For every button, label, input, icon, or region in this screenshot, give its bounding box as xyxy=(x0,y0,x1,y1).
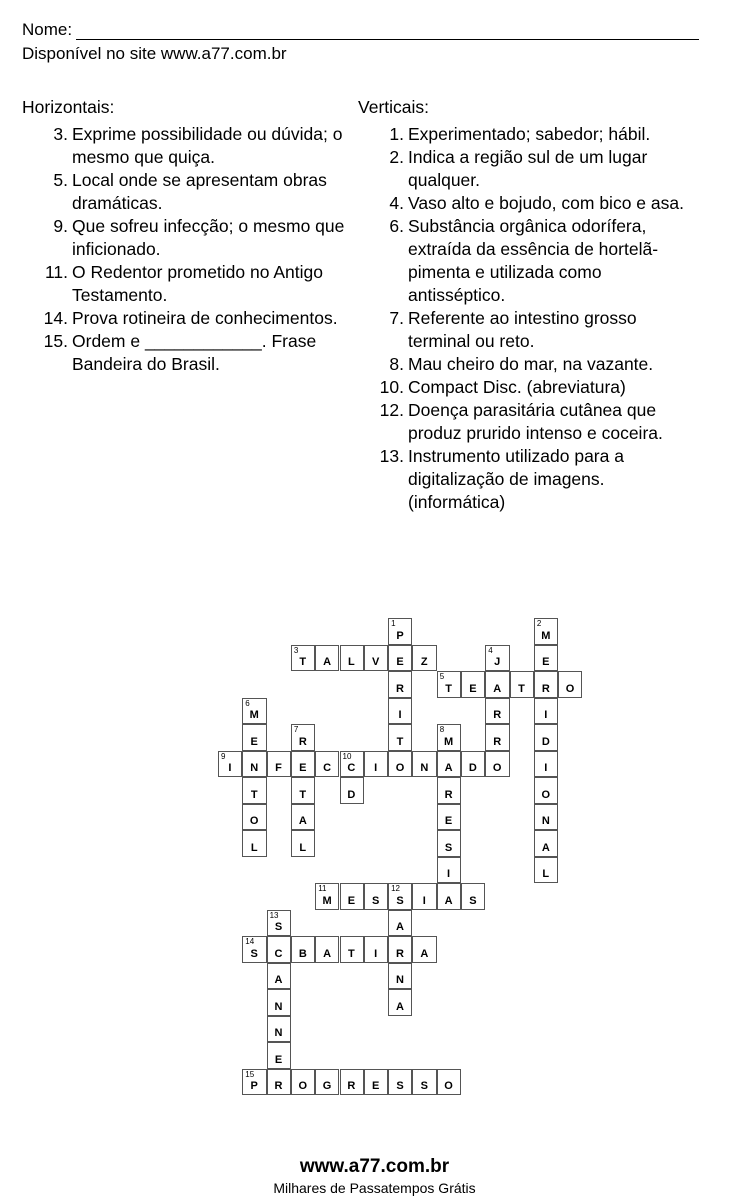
clue-item xyxy=(358,192,698,215)
cell-letter: I xyxy=(544,709,548,721)
crossword-cell[interactable] xyxy=(340,751,364,778)
clue-item xyxy=(22,307,357,330)
cell-letter: T xyxy=(396,735,404,748)
crossword-cell[interactable] xyxy=(242,777,266,804)
footer xyxy=(0,1155,749,1197)
cell-letter: E xyxy=(396,656,405,668)
crossword-cell[interactable] xyxy=(437,857,461,884)
cell-letter: D xyxy=(541,735,551,748)
cell-letter: R xyxy=(396,682,405,695)
crossword-cell[interactable] xyxy=(388,936,412,963)
crossword-cell[interactable] xyxy=(534,724,558,751)
clue-number: 2. xyxy=(389,147,404,167)
crossword-cell[interactable] xyxy=(267,989,291,1016)
crossword-cell[interactable] xyxy=(267,1016,291,1043)
crossword-cell[interactable] xyxy=(291,751,315,778)
cell-number: 13 xyxy=(269,910,279,920)
crossword-cell[interactable] xyxy=(437,671,461,698)
clue-number: 11. xyxy=(44,262,68,282)
cell-letter: N xyxy=(420,762,429,774)
cell-letter: J xyxy=(494,656,501,668)
crossword-cell[interactable] xyxy=(485,671,509,698)
crossword-cell[interactable] xyxy=(388,883,412,910)
crossword-cell[interactable] xyxy=(388,963,412,990)
crossword-cell[interactable] xyxy=(267,1069,291,1096)
crossword-cell[interactable] xyxy=(388,645,412,672)
cell-letter: N xyxy=(274,1000,283,1013)
crossword-cell[interactable] xyxy=(218,751,242,778)
cell-letter: S xyxy=(444,841,453,854)
cell-letter: P xyxy=(396,629,405,642)
cell-letter: O xyxy=(249,815,259,827)
crossword-cell[interactable] xyxy=(558,671,582,698)
horizontal-clues xyxy=(22,96,357,376)
cell-number: 6 xyxy=(245,698,250,708)
clue-number: 4. xyxy=(389,193,404,213)
cell-letter: C xyxy=(323,762,332,774)
clue-number: 12. xyxy=(379,400,404,420)
cell-number: 7 xyxy=(293,725,299,734)
cell-letter: S xyxy=(372,894,380,907)
clue-item xyxy=(358,353,698,376)
clue-item xyxy=(22,261,357,307)
clue-text: Compact Disc. (abreviatura) xyxy=(408,377,626,397)
cell-letter: O xyxy=(298,1080,308,1092)
cell-number: 9 xyxy=(221,751,226,761)
horizontal-title: Horizontais: xyxy=(22,97,115,117)
crossword-cell[interactable] xyxy=(461,883,485,910)
crossword-cell[interactable] xyxy=(485,724,509,751)
crossword-cell[interactable] xyxy=(388,618,412,645)
cell-letter: E xyxy=(469,682,478,695)
clue-number: 1. xyxy=(389,124,404,144)
crossword-cell[interactable] xyxy=(485,645,509,672)
footer-tagline: Milhares de Passatempos Grátis xyxy=(273,1180,476,1196)
crossword-cell[interactable] xyxy=(315,645,339,672)
crossword-cell[interactable] xyxy=(242,804,266,831)
clue-text: Prova rotineira de conhecimentos. xyxy=(72,308,338,328)
cell-letter: E xyxy=(299,762,307,774)
crossword-cell[interactable] xyxy=(267,1042,291,1069)
cell-letter: L xyxy=(250,841,259,854)
cell-letter: O xyxy=(444,1080,454,1092)
cell-letter: A xyxy=(396,1000,405,1013)
cell-number: 2 xyxy=(536,619,542,628)
clue-item xyxy=(358,123,698,146)
crossword-cell[interactable] xyxy=(291,804,315,831)
clue-text: Instrumento utilizado para a digitalização de imagens. (informática) xyxy=(408,446,624,512)
crossword-cell[interactable] xyxy=(364,883,388,910)
cell-letter: T xyxy=(299,788,307,801)
cell-letter: I xyxy=(544,762,548,774)
crossword-cell[interactable] xyxy=(267,751,291,778)
clue-text: Que sofreu infecção; o mesmo que inficionado. xyxy=(72,216,345,259)
clue-number: 15. xyxy=(43,331,68,351)
crossword-cell[interactable] xyxy=(291,645,315,672)
cell-letter: F xyxy=(275,762,283,774)
crossword-cell[interactable] xyxy=(340,936,364,963)
crossword-cell[interactable] xyxy=(315,936,339,963)
cell-letter: A xyxy=(274,974,283,986)
cell-letter: T xyxy=(445,682,453,695)
cell-letter: A xyxy=(396,921,405,933)
cell-letter: M xyxy=(541,629,551,642)
cell-letter: A xyxy=(541,841,551,854)
cell-number: 15 xyxy=(245,1069,255,1079)
cell-letter: V xyxy=(372,656,380,668)
cell-letter: B xyxy=(298,947,308,960)
cell-letter: A xyxy=(444,894,454,907)
cell-letter: O xyxy=(541,788,551,801)
cell-letter: O xyxy=(565,682,575,695)
clue-text: Exprime possibilidade ou dúvida; o mesmo que quiça. xyxy=(72,124,343,167)
crossword-cell[interactable] xyxy=(364,1069,388,1096)
clue-text: Indica a região sul de um lugar qualquer. xyxy=(408,147,648,190)
clue-item xyxy=(358,445,698,514)
cell-number: 11 xyxy=(318,884,327,893)
crossword-cell[interactable] xyxy=(534,671,558,698)
cell-number: 8 xyxy=(439,725,445,734)
clue-item xyxy=(358,146,698,192)
clue-text: Substância orgânica odorífera, extraída da essência de hortelã-pimenta e utilizada como antisséptico. xyxy=(408,216,659,305)
cell-letter: A xyxy=(493,682,502,695)
cell-letter: M xyxy=(444,735,454,748)
crossword-cell[interactable] xyxy=(412,883,436,910)
cell-number: 14 xyxy=(245,937,255,946)
clue-item xyxy=(22,169,357,215)
cell-letter: E xyxy=(372,1080,380,1092)
cell-letter: O xyxy=(395,762,405,774)
cell-letter: R xyxy=(298,735,308,748)
crossword-cell[interactable] xyxy=(461,671,485,698)
cell-letter: E xyxy=(542,656,550,668)
cell-letter: R xyxy=(444,788,454,801)
crossword-cell[interactable] xyxy=(242,698,266,725)
crossword-cell[interactable] xyxy=(267,936,291,963)
crossword-cell[interactable] xyxy=(534,698,558,725)
cell-number: 5 xyxy=(439,672,445,681)
cell-letter: L xyxy=(542,868,550,880)
cell-letter: T xyxy=(250,788,259,801)
clue-text: O Redentor prometido no Antigo Testamento. xyxy=(72,262,323,305)
crossword-cell[interactable] xyxy=(388,910,412,937)
crossword-cell[interactable] xyxy=(364,751,388,778)
crossword-cell[interactable] xyxy=(315,1069,339,1096)
crossword-cell[interactable] xyxy=(534,751,558,778)
cell-number: 1 xyxy=(391,619,396,628)
cell-letter: R xyxy=(493,735,502,748)
cell-letter: R xyxy=(493,709,502,721)
cell-letter: M xyxy=(322,894,333,907)
cell-letter: E xyxy=(250,735,259,748)
cell-letter: S xyxy=(396,894,405,907)
cell-letter: O xyxy=(492,762,502,774)
crossword-cell[interactable] xyxy=(291,1069,315,1096)
crossword-cell[interactable] xyxy=(364,936,388,963)
cell-letter: T xyxy=(518,682,526,695)
cell-letter: D xyxy=(468,762,478,774)
clue-number: 3. xyxy=(53,124,68,144)
crossword-cell[interactable] xyxy=(388,751,412,778)
crossword-cell[interactable] xyxy=(242,724,266,751)
clue-number: 9. xyxy=(53,216,68,236)
cell-letter: T xyxy=(348,947,356,960)
crossword-cell[interactable] xyxy=(388,671,412,698)
cell-letter: S xyxy=(469,894,478,907)
cell-letter: A xyxy=(444,762,454,774)
cell-letter: N xyxy=(396,974,405,986)
cell-letter: C xyxy=(347,762,356,774)
clue-text: Referente ao intestino grosso terminal ou reto. xyxy=(408,308,637,351)
cell-letter: R xyxy=(541,682,551,695)
crossword-cell[interactable] xyxy=(510,671,534,698)
crossword-cell[interactable] xyxy=(340,883,364,910)
cell-letter: S xyxy=(274,921,283,933)
clue-item xyxy=(22,123,357,169)
crossword-cell[interactable] xyxy=(242,751,266,778)
clue-number: 14. xyxy=(43,308,68,328)
crossword-cell[interactable] xyxy=(315,751,339,778)
crossword-cell[interactable] xyxy=(291,936,315,963)
cell-number: 3 xyxy=(293,645,299,655)
crossword-cell[interactable] xyxy=(412,1069,436,1096)
cell-letter: I xyxy=(447,868,451,880)
clue-text: Ordem e ____________. Frase Bandeira do Brasil. xyxy=(72,331,317,374)
cell-letter: L xyxy=(299,841,307,854)
cell-letter: S xyxy=(420,1080,429,1092)
clue-text: Mau cheiro do mar, na vazante. xyxy=(408,354,654,374)
crossword-cell[interactable] xyxy=(340,1069,364,1096)
cell-letter: N xyxy=(250,762,259,774)
footer-site[interactable]: www.a77.com.br xyxy=(299,1156,450,1177)
crossword-cell[interactable] xyxy=(242,830,266,857)
crossword-cell[interactable] xyxy=(388,724,412,751)
cell-letter: T xyxy=(299,656,307,668)
cell-number: 12 xyxy=(391,884,400,893)
vertical-title: Verticais: xyxy=(358,97,429,117)
crossword-cell[interactable] xyxy=(437,830,461,857)
crossword-cell[interactable] xyxy=(437,751,461,778)
cell-letter: P xyxy=(250,1080,259,1092)
crossword-cell[interactable] xyxy=(534,777,558,804)
clue-text: Doença parasitária cutânea que produz prurido intenso e coceira. xyxy=(408,400,663,443)
cell-letter: E xyxy=(347,894,356,907)
cell-letter: E xyxy=(274,1053,283,1066)
vertical-clue-list xyxy=(358,123,698,514)
clue-number: 5. xyxy=(53,170,68,190)
crossword-cell[interactable] xyxy=(340,645,364,672)
clue-number: 13. xyxy=(379,446,404,466)
crossword-cell[interactable] xyxy=(437,804,461,831)
crossword-cell[interactable] xyxy=(412,645,436,672)
crossword-cell[interactable] xyxy=(242,936,266,963)
cell-letter: C xyxy=(274,947,283,960)
cell-number: 4 xyxy=(488,645,493,655)
clue-item xyxy=(358,399,698,445)
cell-letter: R xyxy=(347,1080,356,1092)
crossword-cell[interactable] xyxy=(242,1069,266,1096)
clue-item xyxy=(358,376,698,399)
cell-letter: S xyxy=(250,947,259,960)
clue-item xyxy=(22,330,357,376)
crossword-cell[interactable] xyxy=(534,645,558,672)
crossword-cell[interactable] xyxy=(437,1069,461,1096)
crossword-cell[interactable] xyxy=(291,724,315,751)
cell-number: 10 xyxy=(342,751,352,761)
cell-letter: E xyxy=(444,815,453,827)
crossword-cell[interactable] xyxy=(388,1069,412,1096)
clue-number: 7. xyxy=(389,308,404,328)
cell-letter: I xyxy=(398,709,403,721)
site-line: Disponível no site www.a77.com.br xyxy=(22,44,287,63)
crossword-cell[interactable] xyxy=(291,830,315,857)
clue-item xyxy=(22,215,357,261)
crossword-cell[interactable] xyxy=(437,777,461,804)
cell-letter: G xyxy=(322,1080,332,1092)
cell-letter: I xyxy=(422,894,427,907)
crossword-cell[interactable] xyxy=(437,883,461,910)
crossword-cell[interactable] xyxy=(534,830,558,857)
crossword-cell[interactable] xyxy=(412,936,436,963)
cell-letter: S xyxy=(396,1080,405,1092)
clue-number: 8. xyxy=(389,354,404,374)
cell-letter: A xyxy=(420,947,429,960)
cell-letter: D xyxy=(347,788,356,801)
clue-item xyxy=(358,215,698,307)
crossword-cell[interactable] xyxy=(534,804,558,831)
clue-item xyxy=(358,307,698,353)
clue-text: Vaso alto e bojudo, com bico e asa. xyxy=(408,193,684,213)
crossword-cell[interactable] xyxy=(534,857,558,884)
cell-letter: A xyxy=(323,656,332,668)
cell-letter: I xyxy=(374,762,378,774)
clue-text: Local onde se apresentam obras dramáticas. xyxy=(72,170,327,213)
crossword-cell[interactable] xyxy=(340,777,364,804)
cell-letter: A xyxy=(323,947,332,960)
horizontal-clue-list xyxy=(22,123,357,376)
crossword-cell[interactable] xyxy=(437,724,461,751)
crossword-cell[interactable] xyxy=(267,910,291,937)
cell-letter: N xyxy=(541,815,551,827)
cell-letter: N xyxy=(274,1027,283,1039)
cell-letter: R xyxy=(396,947,405,960)
crossword-cell[interactable] xyxy=(485,698,509,725)
name-row xyxy=(22,20,699,40)
cell-letter: I xyxy=(228,762,232,774)
clue-number: 10. xyxy=(379,377,404,397)
cell-letter: M xyxy=(249,709,260,721)
crossword-cell[interactable] xyxy=(315,883,339,910)
cell-letter: R xyxy=(274,1080,283,1092)
cell-letter: L xyxy=(348,656,356,668)
clue-text: Experimentado; sabedor; hábil. xyxy=(408,124,651,144)
crossword-cell[interactable] xyxy=(267,963,291,990)
crossword-cell[interactable] xyxy=(461,751,485,778)
vertical-clues xyxy=(358,96,698,514)
crossword-cell[interactable] xyxy=(291,777,315,804)
crossword-cell[interactable] xyxy=(388,989,412,1016)
name-label: Nome: xyxy=(22,20,73,39)
name-field-line[interactable] xyxy=(76,23,699,40)
crossword-cell[interactable] xyxy=(485,751,509,778)
crossword-cell[interactable] xyxy=(364,645,388,672)
cell-letter: Z xyxy=(420,656,429,668)
crossword-cell[interactable] xyxy=(388,698,412,725)
cell-letter: I xyxy=(374,947,378,960)
crossword-cell[interactable] xyxy=(412,751,436,778)
crossword-cell[interactable] xyxy=(534,618,558,645)
cell-letter: A xyxy=(298,815,308,827)
clue-number: 6. xyxy=(389,216,404,236)
